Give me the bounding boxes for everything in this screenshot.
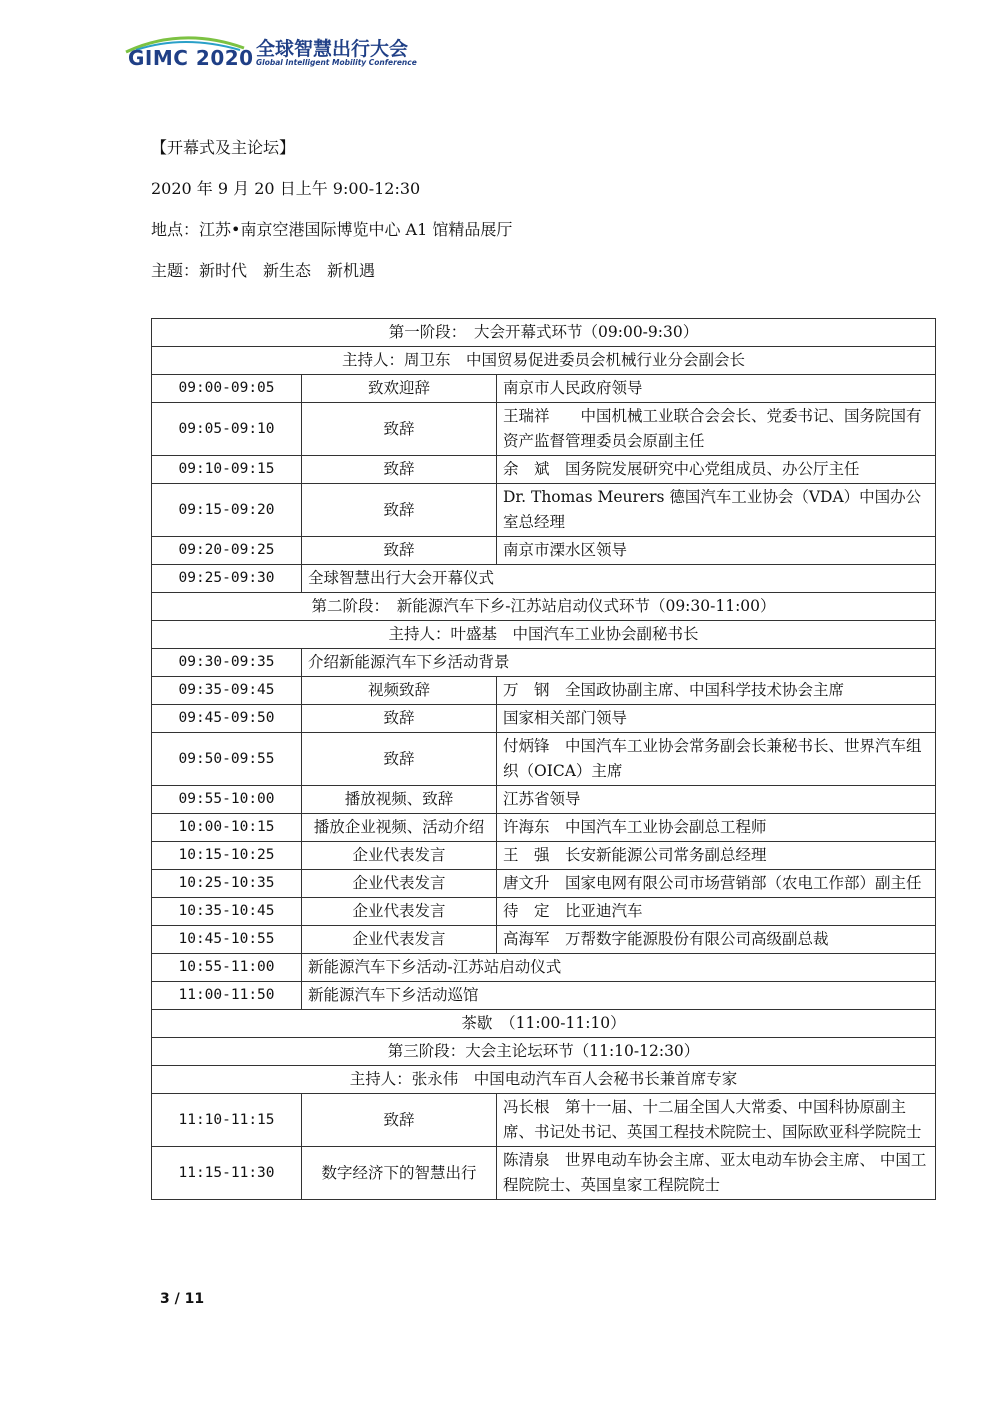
agenda-row (152, 565, 936, 593)
time-cell: 09:55-10:00 (152, 786, 302, 814)
time-cell: 10:55-11:00 (152, 954, 302, 982)
section-header-cell: 主持人：周卫东 中国贸易促进委员会机械行业分会副会长 (152, 347, 936, 375)
activity-cell: 播放视频、致辞 (302, 786, 497, 814)
agenda-row (152, 1038, 936, 1066)
logo-text-en: GIMC 2020 (128, 46, 254, 70)
speaker-cell: 江苏省领导 (497, 786, 936, 814)
speaker-cell: 余 斌 国务院发展研究中心党组成员、办公厅主任 (497, 456, 936, 484)
agenda-row (152, 649, 936, 677)
speaker-cell: 南京市人民政府领导 (497, 375, 936, 403)
section-title: 【开幕式及主论坛】 (151, 138, 296, 157)
agenda-row (152, 786, 936, 814)
agenda-row (152, 456, 936, 484)
agenda-row (152, 403, 936, 456)
event-theme: 主题：新时代 新生态 新机遇 (151, 261, 376, 280)
event-location: 地点：江苏•南京空港国际博览中心 A1 馆精品展厅 (151, 220, 513, 239)
speaker-cell: 唐文升 国家电网有限公司市场营销部（农电工作部）副主任 (497, 870, 936, 898)
activity-cell: 播放企业视频、活动介绍 (302, 814, 497, 842)
speaker-cell: 陈清泉 世界电动车协会主席、亚太电动车协会主席、 中国工程院院士、英国皇家工程院院士 (497, 1147, 936, 1200)
section-header-cell: 主持人：叶盛基 中国汽车工业协会副秘书长 (152, 621, 936, 649)
time-cell: 09:20-09:25 (152, 537, 302, 565)
agenda-row (152, 814, 936, 842)
agenda-body (152, 319, 936, 1200)
activity-cell: 新能源汽车下乡活动-江苏站启动仪式 (302, 954, 936, 982)
agenda-row (152, 319, 936, 347)
conference-logo (122, 28, 417, 78)
activity-cell: 企业代表发言 (302, 898, 497, 926)
time-cell: 09:50-09:55 (152, 733, 302, 786)
agenda-row (152, 954, 936, 982)
agenda-table (151, 318, 936, 1200)
activity-cell: 致辞 (302, 403, 497, 456)
time-cell: 11:00-11:50 (152, 982, 302, 1010)
time-cell: 09:30-09:35 (152, 649, 302, 677)
activity-cell: 致辞 (302, 705, 497, 733)
agenda-row (152, 1147, 936, 1200)
time-cell: 09:15-09:20 (152, 484, 302, 537)
speaker-cell: 待 定 比亚迪汽车 (497, 898, 936, 926)
speaker-cell: 付炳锋 中国汽车工业协会常务副会长兼秘书长、世界汽车组织（OICA）主席 (497, 733, 936, 786)
agenda-row (152, 733, 936, 786)
time-cell: 10:00-10:15 (152, 814, 302, 842)
section-header-cell: 第三阶段：大会主论坛环节（11:10-12:30） (152, 1038, 936, 1066)
activity-cell: 致辞 (302, 733, 497, 786)
agenda-row (152, 537, 936, 565)
time-cell: 09:45-09:50 (152, 705, 302, 733)
activity-cell: 介绍新能源汽车下乡活动背景 (302, 649, 936, 677)
time-cell: 11:10-11:15 (152, 1094, 302, 1147)
event-date: 2020 年 9 月 20 日上午 9:00-12:30 (151, 179, 421, 198)
speaker-cell: 冯长根 第十一届、十二届全国人大常委、中国科协原副主席、书记处书记、英国工程技术院院士、国际欧亚科学院院士 (497, 1094, 936, 1147)
agenda-row (152, 1094, 936, 1147)
agenda-row (152, 347, 936, 375)
speaker-cell: 许海东 中国汽车工业协会副总工程师 (497, 814, 936, 842)
activity-cell: 视频致辞 (302, 677, 497, 705)
activity-cell: 致辞 (302, 484, 497, 537)
page-number: 3 / 11 (160, 1291, 205, 1307)
agenda-row (152, 1066, 936, 1094)
logo-text-cn: 全球智慧出行大会 (256, 38, 409, 60)
agenda-row (152, 898, 936, 926)
activity-cell: 致辞 (302, 1094, 497, 1147)
activity-cell: 致辞 (302, 537, 497, 565)
agenda-row (152, 375, 936, 403)
agenda-row (152, 593, 936, 621)
agenda-row (152, 1010, 936, 1038)
section-header-cell: 第二阶段： 新能源汽车下乡-江苏站启动仪式环节（09:30-11:00） (152, 593, 936, 621)
activity-cell: 数字经济下的智慧出行 (302, 1147, 497, 1200)
time-cell: 09:35-09:45 (152, 677, 302, 705)
agenda-row (152, 621, 936, 649)
time-cell: 10:45-10:55 (152, 926, 302, 954)
activity-cell: 致欢迎辞 (302, 375, 497, 403)
agenda-row (152, 982, 936, 1010)
agenda-row (152, 705, 936, 733)
agenda-row (152, 870, 936, 898)
time-cell: 11:15-11:30 (152, 1147, 302, 1200)
speaker-cell: 高海军 万帮数字能源股份有限公司高级副总裁 (497, 926, 936, 954)
speaker-cell: 王瑞祥 中国机械工业联合会会长、党委书记、国务院国有资产监督管理委员会原副主任 (497, 403, 936, 456)
speaker-cell: 万 钢 全国政协副主席、中国科学技术协会主席 (497, 677, 936, 705)
agenda-row (152, 677, 936, 705)
intro-block (151, 127, 512, 291)
activity-cell: 企业代表发言 (302, 842, 497, 870)
time-cell: 10:35-10:45 (152, 898, 302, 926)
agenda-row (152, 484, 936, 537)
section-header-cell: 主持人：张永伟 中国电动汽车百人会秘书长兼首席专家 (152, 1066, 936, 1094)
time-cell: 10:15-10:25 (152, 842, 302, 870)
time-cell: 09:10-09:15 (152, 456, 302, 484)
agenda-row (152, 842, 936, 870)
agenda-row (152, 926, 936, 954)
speaker-cell: Dr. Thomas Meurers 德国汽车工业协会（VDA）中国办公室总经理 (497, 484, 936, 537)
speaker-cell: 国家相关部门领导 (497, 705, 936, 733)
activity-cell: 新能源汽车下乡活动巡馆 (302, 982, 936, 1010)
time-cell: 09:00-09:05 (152, 375, 302, 403)
speaker-cell: 王 强 长安新能源公司常务副总经理 (497, 842, 936, 870)
section-header-cell: 第一阶段： 大会开幕式环节（09:00-9:30） (152, 319, 936, 347)
activity-cell: 全球智慧出行大会开幕仪式 (302, 565, 936, 593)
activity-cell: 企业代表发言 (302, 870, 497, 898)
section-header-cell: 茶歇 （11:00-11:10） (152, 1010, 936, 1038)
time-cell: 09:25-09:30 (152, 565, 302, 593)
speaker-cell: 南京市溧水区领导 (497, 537, 936, 565)
time-cell: 10:25-10:35 (152, 870, 302, 898)
activity-cell: 致辞 (302, 456, 497, 484)
logo-subtitle: Global Intelligent Mobility Conference (256, 58, 417, 67)
activity-cell: 企业代表发言 (302, 926, 497, 954)
time-cell: 09:05-09:10 (152, 403, 302, 456)
